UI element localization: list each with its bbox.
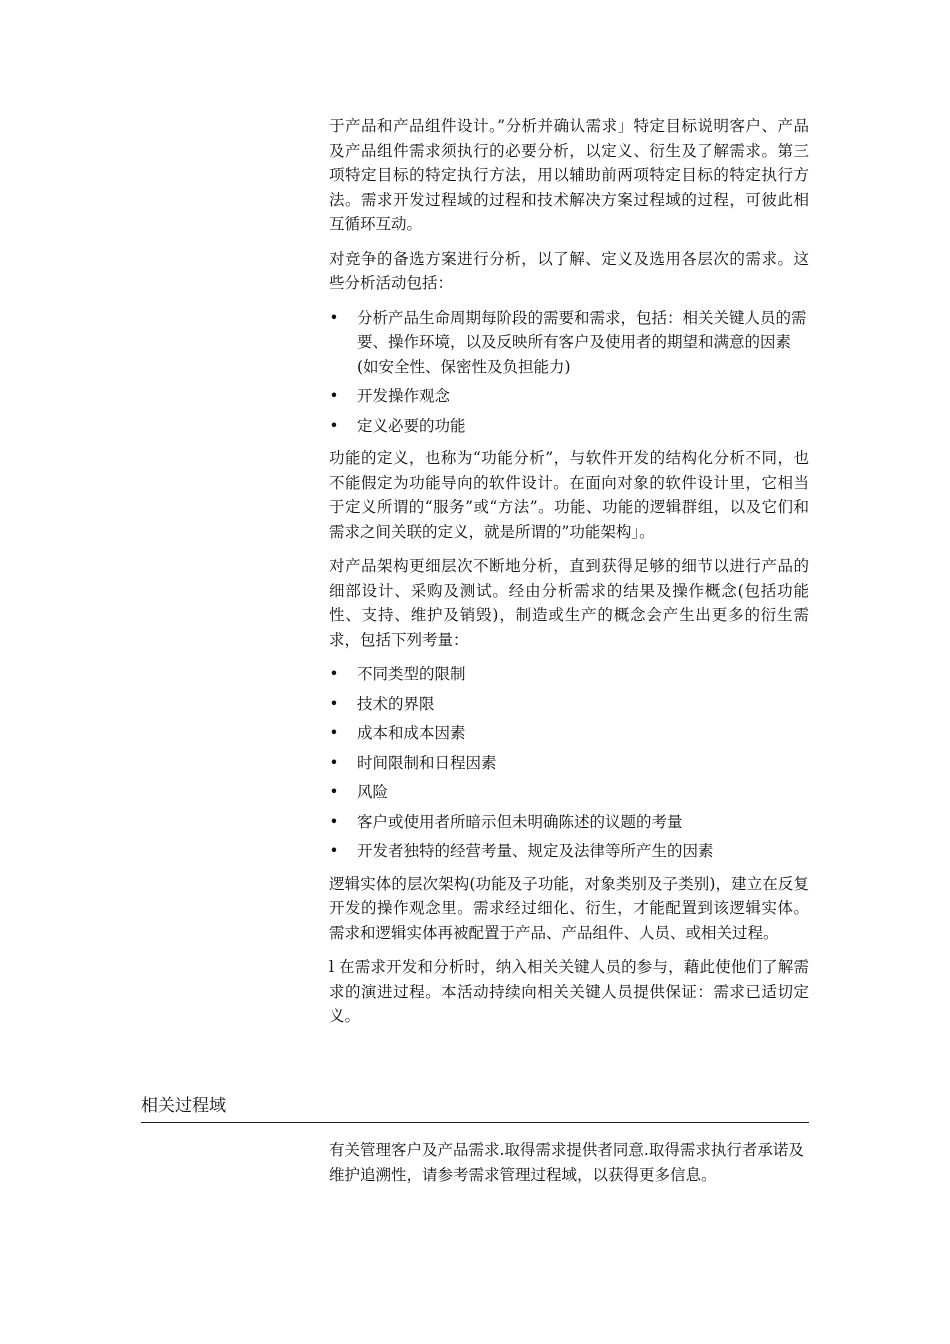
paragraph-architecture-analysis: 对产品架构更细层次不断地分析，直到获得足够的细节以进行产品的细部设计、采购及测试。经由分析需求的结果及操作概念(包括功能性、支持、维护及销毁)，制造或生产的概念会产生出更多的衍生需求，包括下列考量： bbox=[329, 557, 809, 649]
paragraph-function-definition: 功能的定义，也称为“功能分析”，与软件开发的结构化分析不同，也不能假定为功能导向的软件设计。在面向对象的软件设计里，它相当于定义所谓的“服务”或“方法”。功能、功能的逻辑群组，以及它们和需求之间关联的定义，就是所谓的”功能架构」。 bbox=[329, 449, 809, 541]
list-item bbox=[329, 721, 809, 746]
list-item-text: 风险 bbox=[357, 783, 389, 801]
list-item bbox=[329, 692, 809, 717]
list-item-text: 开发者独特的经营考量、规定及法律等所产生的因素 bbox=[357, 842, 714, 860]
list-item-text: 成本和成本因素 bbox=[357, 724, 466, 742]
bullet-icon: • bbox=[329, 387, 339, 405]
paragraph-logical-entities: 逻辑实体的层次架构(功能及子功能，对象类别及子类别)，建立在反复开发的操作观念里。需求经过细化、衍生，才能配置到该逻辑实体。需求和逻辑实体再被配置于产品、产品组件、人员、或相关过程。 bbox=[329, 874, 809, 942]
bullet-icon: • bbox=[329, 783, 339, 801]
bullet-icon: • bbox=[329, 416, 339, 435]
paragraph-analysis-activities: 对竞争的备选方案进行分析，以了解、定义及选用各层次的需求。这些分析活动包括： bbox=[329, 249, 809, 292]
section-heading: 相关过程域 bbox=[141, 1093, 809, 1123]
list-item-text: 客户或使用者所暗示但未明确陈述的议题的考量 bbox=[357, 812, 683, 831]
list-item-text: 分析产品生命周期每阶段的需要和需求，包括：相关关键人员的需要、操作环境，以及反映所有客户及使用者的期望和满意的因素(如安全性、保密性及负担能力) bbox=[357, 308, 807, 376]
bullet-icon: • bbox=[329, 724, 339, 742]
bullet-icon: • bbox=[329, 842, 339, 860]
list-item bbox=[329, 780, 809, 805]
paragraph-intro: 于产品和产品组件设计。”分析并确认需求」特定目标说明客户、产品及产品组件需求须执行的必要分析，以定义、衍生及了解需求。第三项特定目标的特定执行方法，用以辅助前两项特定目标的特定执行方法。需求开发过程域的过程和技术解决方案过程域的过程，可彼此相互循环互动。 bbox=[329, 117, 809, 233]
bullet-icon: • bbox=[329, 812, 339, 831]
main-content bbox=[329, 114, 809, 1039]
related-process-areas-body: 有关管理客户及产品需求.取得需求提供者同意.取得需求执行者承诺及维护追溯性，请参考需求管理过程域，以获得更多信息。 bbox=[329, 1141, 804, 1184]
list-item-text: 技术的界限 bbox=[357, 694, 435, 713]
bullet-icon: • bbox=[329, 753, 339, 772]
paragraph-stakeholder-involvement: l 在需求开发和分析时，纳入相关关键人员的参与，藉此使他们了解需求的演进过程。本活动持续向相关关键人员提供保证：需求已适切定义。 bbox=[329, 958, 809, 1025]
bullet-icon: • bbox=[329, 694, 339, 713]
bullet-icon: • bbox=[329, 308, 339, 327]
list-item bbox=[329, 384, 809, 409]
list-item-text: 定义必要的功能 bbox=[357, 416, 466, 435]
bullet-list-analysis bbox=[329, 306, 809, 439]
bullet-list-considerations bbox=[329, 662, 809, 864]
list-item bbox=[329, 306, 809, 380]
list-item-text: 时间限制和日程因素 bbox=[357, 753, 497, 772]
list-item bbox=[329, 839, 809, 864]
list-item bbox=[329, 414, 809, 439]
list-item bbox=[329, 810, 809, 835]
related-process-areas-section bbox=[141, 1093, 809, 1123]
list-item-text: 开发操作观念 bbox=[357, 387, 451, 405]
list-item-text: 不同类型的限制 bbox=[357, 665, 466, 683]
list-item bbox=[329, 662, 809, 687]
bullet-icon: • bbox=[329, 665, 339, 683]
list-item bbox=[329, 751, 809, 776]
